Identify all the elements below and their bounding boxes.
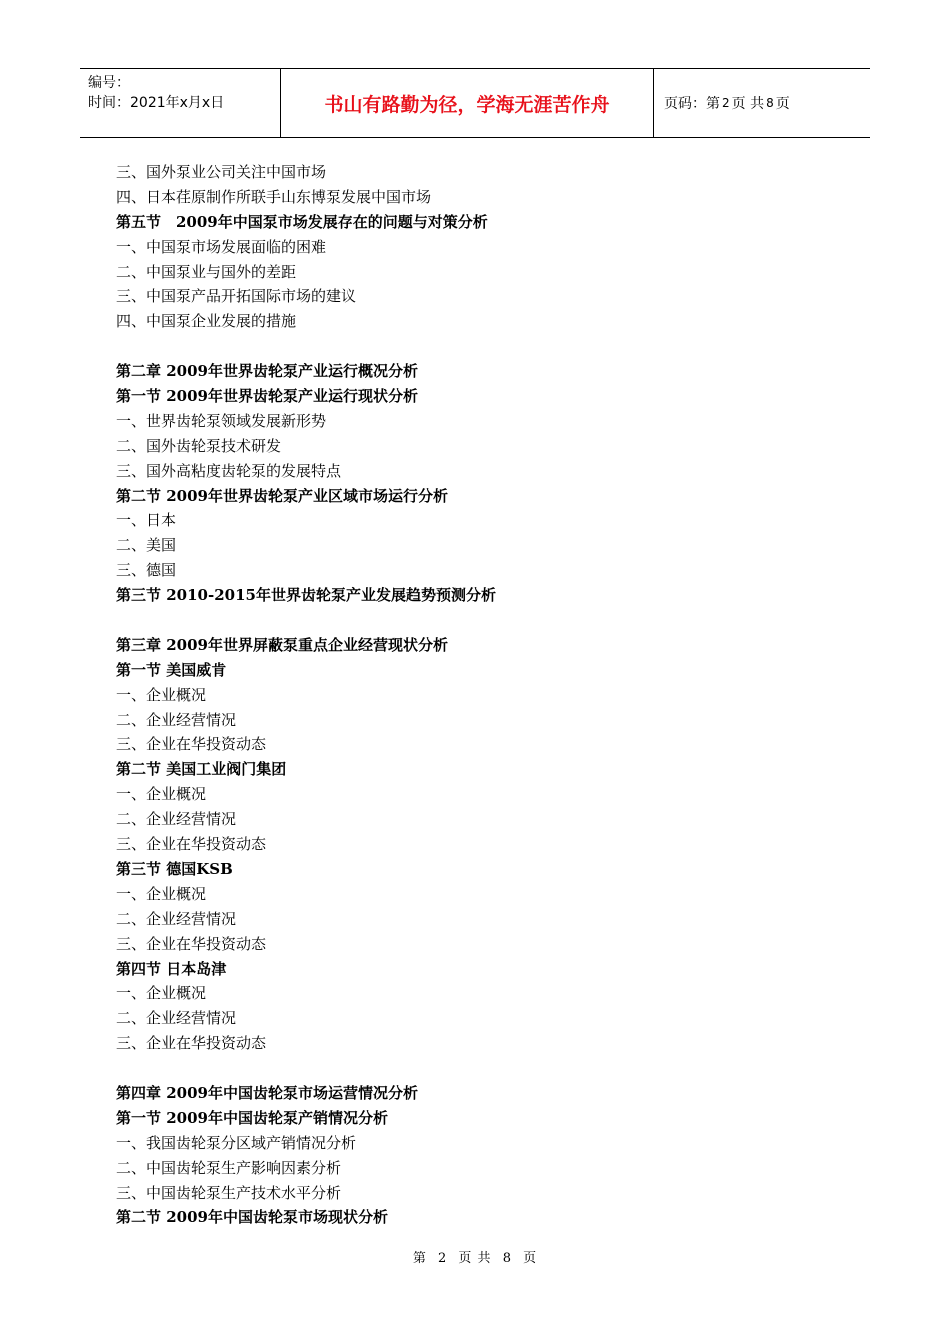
toc-item: 二、国外齿轮泵技术研发 bbox=[116, 436, 282, 455]
table-of-contents bbox=[116, 160, 836, 1230]
motto-text: 书山有路勤为径，学海无涯苦作舟 bbox=[324, 93, 610, 116]
blank-line bbox=[116, 1056, 836, 1081]
toc-item: 二、美国 bbox=[116, 536, 177, 555]
page-prefix: 页码：第 bbox=[664, 96, 720, 112]
toc-item: 二、企业经营情况 bbox=[116, 810, 237, 829]
toc-item: 一、世界齿轮泵领域发展新形势 bbox=[116, 411, 327, 430]
toc-heading: 第三节 德国KSB bbox=[116, 859, 233, 878]
toc-heading: 第一节 2009年中国齿轮泵产销情况分析 bbox=[116, 1108, 388, 1127]
toc-item: 三、德国 bbox=[116, 561, 177, 580]
toc-item: 四、中国泵企业发展的措施 bbox=[116, 312, 297, 331]
header-motto-cell bbox=[281, 69, 654, 137]
toc-item: 一、企业概况 bbox=[116, 884, 207, 903]
toc-item: 三、企业在华投资动态 bbox=[116, 1034, 267, 1053]
toc-item: 一、我国齿轮泵分区域产销情况分析 bbox=[116, 1133, 357, 1152]
toc-item: 一、日本 bbox=[116, 511, 177, 530]
toc-heading: 第二节 2009年中国齿轮泵市场现状分析 bbox=[116, 1208, 388, 1227]
toc-item: 三、中国齿轮泵生产技术水平分析 bbox=[116, 1183, 342, 1202]
toc-heading: 第二节 美国工业阀门集团 bbox=[116, 760, 287, 779]
header-page-cell bbox=[654, 69, 870, 137]
blank-line bbox=[116, 608, 836, 633]
footer-mid: 页 共 bbox=[458, 1251, 492, 1266]
toc-item: 四、日本荏原制作所联手山东博泵发展中国市场 bbox=[116, 187, 432, 206]
page-total: 8 bbox=[766, 96, 774, 110]
footer-total: 8 bbox=[502, 1251, 512, 1266]
toc-heading: 第四章 2009年中国齿轮泵市场运营情况分析 bbox=[116, 1083, 418, 1102]
toc-heading: 第二章 2009年世界齿轮泵产业运行概况分析 bbox=[116, 362, 418, 381]
toc-item: 三、中国泵产品开拓国际市场的建议 bbox=[116, 287, 357, 306]
toc-item: 三、企业在华投资动态 bbox=[116, 934, 267, 953]
toc-item: 三、国外高粘度齿轮泵的发展特点 bbox=[116, 461, 342, 480]
footer-suffix: 页 bbox=[523, 1251, 538, 1266]
toc-item: 二、企业经营情况 bbox=[116, 1009, 237, 1028]
toc-heading: 第四节 日本岛津 bbox=[116, 959, 227, 978]
toc-item: 三、企业在华投资动态 bbox=[116, 835, 267, 854]
toc-heading: 第一节 2009年世界齿轮泵产业运行现状分析 bbox=[116, 387, 418, 406]
toc-item: 一、中国泵市场发展面临的困难 bbox=[116, 237, 327, 256]
footer-current: 2 bbox=[438, 1251, 448, 1266]
toc-item: 二、企业经营情况 bbox=[116, 909, 237, 928]
header-meta-cell bbox=[80, 69, 281, 137]
serial-label: 编号： bbox=[88, 75, 130, 91]
toc-item: 二、中国齿轮泵生产影响因素分析 bbox=[116, 1158, 342, 1177]
page-current: 2 bbox=[722, 96, 730, 110]
page-mid: 页 共 bbox=[731, 96, 765, 112]
toc-item: 二、企业经营情况 bbox=[116, 710, 237, 729]
toc-item: 一、企业概况 bbox=[116, 984, 207, 1003]
page-footer bbox=[0, 1247, 950, 1266]
toc-heading: 第三章 2009年世界屏蔽泵重点企业经营现状分析 bbox=[116, 635, 448, 654]
date-label: 时间：2021年x月x日 bbox=[88, 95, 225, 111]
toc-item: 一、企业概况 bbox=[116, 685, 207, 704]
toc-heading: 第一节 美国威肯 bbox=[116, 660, 227, 679]
toc-item: 三、企业在华投资动态 bbox=[116, 735, 267, 754]
toc-item: 三、国外泵业公司关注中国市场 bbox=[116, 163, 327, 181]
toc-heading: 第二节 2009年世界齿轮泵产业区域市场运行分析 bbox=[116, 486, 448, 505]
page-header bbox=[80, 68, 870, 138]
toc-heading: 第五节 2009年中国泵市场发展存在的问题与对策分析 bbox=[116, 212, 488, 231]
footer-prefix: 第 bbox=[412, 1251, 427, 1266]
toc-item: 二、中国泵业与国外的差距 bbox=[116, 262, 297, 281]
toc-heading: 第三节 2010-2015年世界齿轮泵产业发展趋势预测分析 bbox=[116, 586, 496, 605]
page-suffix: 页 bbox=[775, 96, 790, 112]
toc-item: 一、企业概况 bbox=[116, 785, 207, 804]
blank-line bbox=[116, 334, 836, 359]
